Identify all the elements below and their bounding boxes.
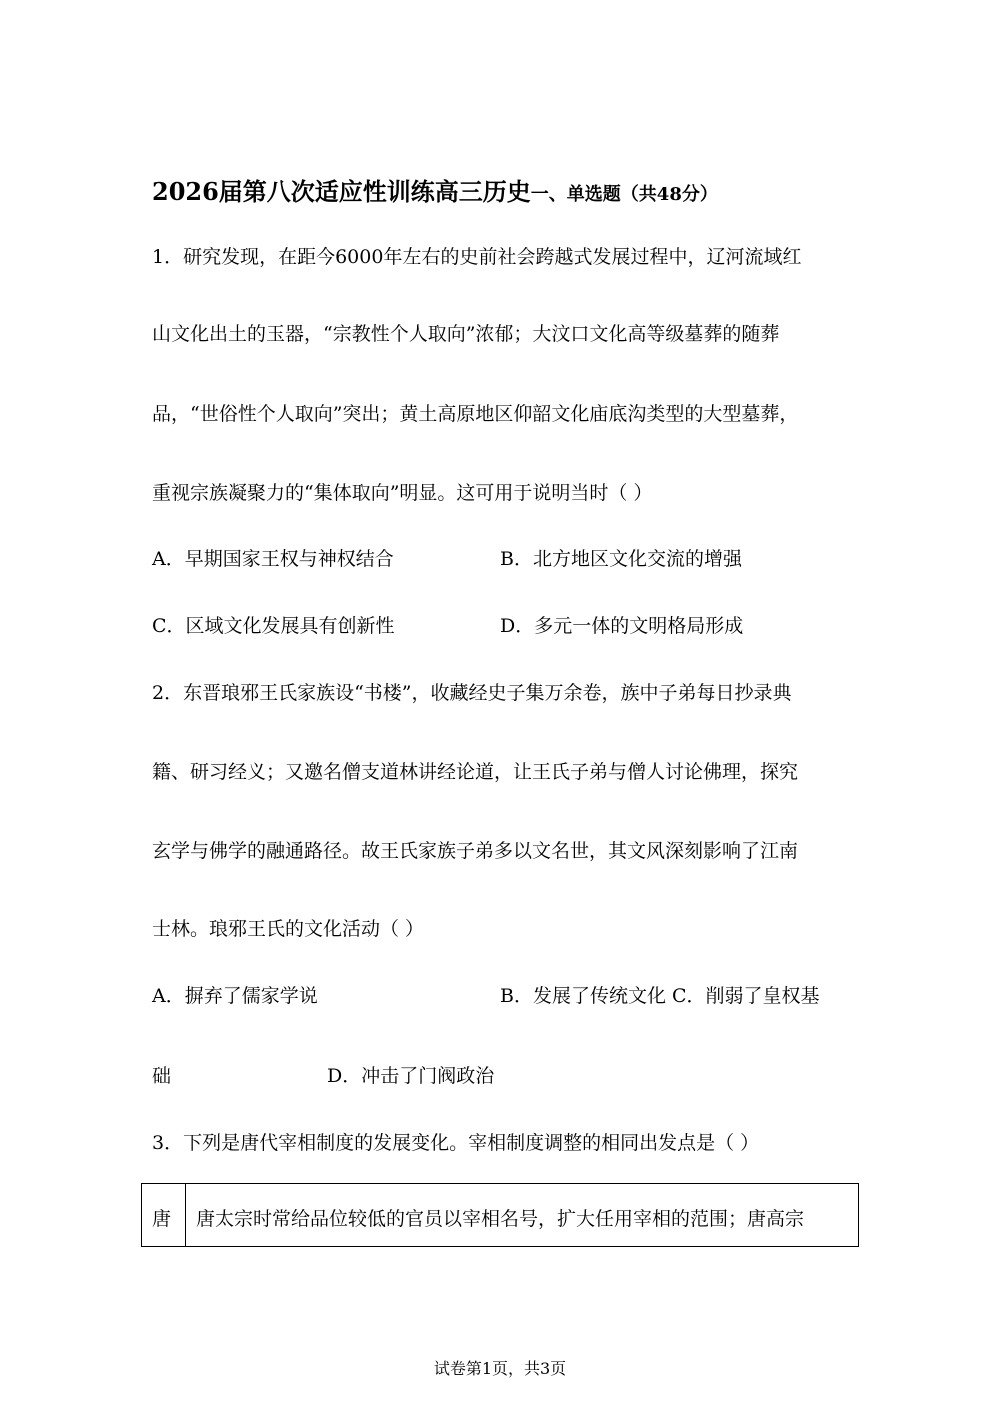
table-row-label-cell: [142, 1184, 186, 1246]
question-2-line-3: 玄学与佛学的融通路径。故王氏家族子弟多以文名世，其文风深刻影响了江南: [152, 840, 799, 862]
table-row-text: 唐太宗时常给品位较低的官员以宰相名号，扩大任用宰相的范围；唐高宗: [196, 1208, 805, 1230]
question-1-line-4: 重视宗族凝聚力的“集体取向”明显。这可用于说明当时（ ）: [152, 482, 653, 504]
question-1-line-2: 山文化出土的玉器，“宗教性个人取向”浓郁；大汶口文化高等级墓葬的随葬: [152, 323, 780, 345]
table-row-label: 唐: [152, 1208, 172, 1230]
question-2-option-a: A．摒弃了儒家学说: [152, 985, 318, 1007]
section-heading: 一、单选题（共48分）: [530, 184, 718, 205]
question-2-option-c-continued: 础: [152, 1065, 172, 1087]
question-1-line-3: 品，“世俗性个人取向”突出；黄土高原地区仰韶文化庙底沟类型的大型墓葬，: [152, 403, 799, 425]
exam-title-text: 2026届第八次适应性训练高三历史: [152, 177, 531, 206]
question-2-line-1: 2．东晋琅邪王氏家族设“书楼”，收藏经史子集万余卷，族中子弟每日抄录典: [152, 682, 792, 704]
question-1-line-1: 1．研究发现，在距今6000年左右的史前社会跨越式发展过程中，辽河流域红: [152, 246, 802, 268]
question-2-line-2: 籍、研习经义；又邀名僧支道林讲经论道，让王氏子弟与僧人讨论佛理，探究: [152, 761, 799, 783]
exam-title: [152, 172, 718, 207]
question-2-option-d: D．冲击了门阀政治: [327, 1065, 495, 1087]
question-1-option-d: D．多元一体的文明格局形成: [500, 615, 744, 637]
question-1-option-c: C．区域文化发展具有创新性: [152, 615, 395, 637]
question-3-table: [141, 1183, 859, 1247]
question-2-line-4: 士林。琅邪王氏的文化活动（ ）: [152, 918, 425, 940]
question-1-option-b: B．北方地区文化交流的增强: [500, 548, 742, 570]
page-footer: 试卷第1页，共3页: [433, 1359, 567, 1378]
question-1-option-a: A．早期国家王权与神权结合: [152, 548, 394, 570]
question-2-option-bc: B．发展了传统文化 C．削弱了皇权基: [500, 985, 820, 1007]
question-3-line-1: 3．下列是唐代宰相制度的发展变化。宰相制度调整的相同出发点是（ ）: [152, 1132, 760, 1154]
